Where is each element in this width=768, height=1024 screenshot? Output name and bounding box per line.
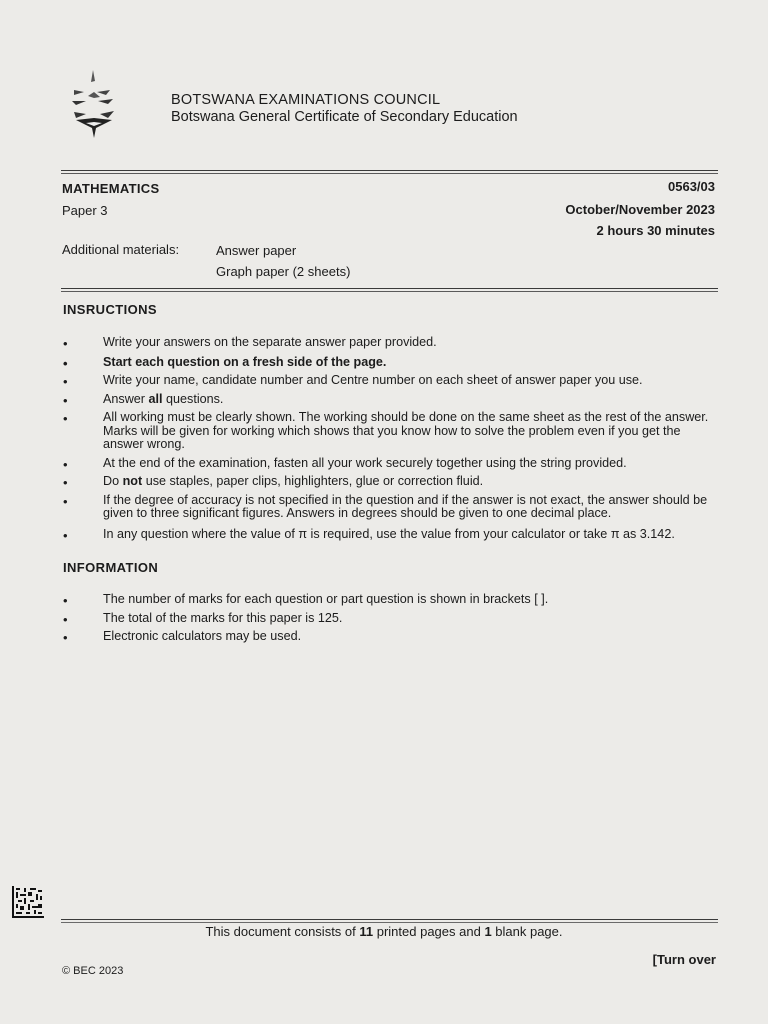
bec-logo-icon (66, 68, 122, 140)
instruction-item: • Start each question on a fresh side of the page. (63, 356, 723, 370)
qualification-title: Botswana General Certificate of Secondary Education (171, 109, 518, 125)
footer-divider (61, 919, 718, 920)
instruction-item: • All working must be clearly shown. The working should be done on the same sheet as the rest of the answer. Marks will be given for working which shows that you know how to solve the problem even if you get the answer wrong. (63, 411, 723, 452)
instructions-list (63, 336, 723, 541)
instructions-heading: INSRUCTIONS (63, 302, 157, 317)
paper-number: Paper 3 (62, 203, 108, 218)
paper-code: 0563/03 (668, 179, 715, 194)
organisation-name: BOTSWANA EXAMINATIONS COUNCIL (171, 92, 441, 108)
instruction-item: • If the degree of accuracy is not specified in the question and if the answer is not exact, the answer should be given to three significant figures. Answers in degrees should be given to one decimal place. (63, 494, 723, 521)
material-item: Answer paper (216, 243, 297, 258)
materials-divider (61, 288, 718, 289)
information-list (63, 593, 723, 644)
instruction-item: • Answer all questions. (63, 393, 723, 407)
instruction-item: • At the end of the examination, fasten all your work securely together using the string provided. (63, 457, 723, 471)
instruction-item: • Do not use staples, paper clips, highlighters, glue or correction fluid. (63, 475, 723, 489)
page-count-note: This document consists of 11 printed pages and 1 blank page. (205, 924, 563, 939)
exam-duration: 2 hours 30 minutes (596, 223, 715, 238)
information-item: • Electronic calculators may be used. (63, 630, 723, 644)
additional-materials-label: Additional materials: (62, 242, 180, 257)
subject-title: MATHEMATICS (62, 181, 160, 196)
instruction-item: • Write your answers on the separate answer paper provided. (63, 336, 723, 350)
turn-over-note: [Turn over (652, 952, 716, 967)
material-item: Graph paper (2 sheets) (216, 264, 351, 279)
information-item: • The total of the marks for this paper is 125. (63, 612, 723, 626)
information-heading: INFORMATION (63, 560, 159, 575)
header-divider (61, 170, 718, 171)
exam-session: October/November 2023 (565, 202, 715, 217)
instruction-item: • Write your name, candidate number and Centre number on each sheet of answer paper you use. (63, 374, 723, 388)
copyright-notice: © BEC 2023 (62, 965, 124, 977)
instruction-item: • In any question where the value of π is required, use the value from your calculator or take π as 3.142. (63, 528, 723, 542)
information-item: • The number of marks for each question or part question is shown in brackets [ ]. (63, 593, 723, 607)
data-matrix-code-icon (12, 886, 44, 918)
